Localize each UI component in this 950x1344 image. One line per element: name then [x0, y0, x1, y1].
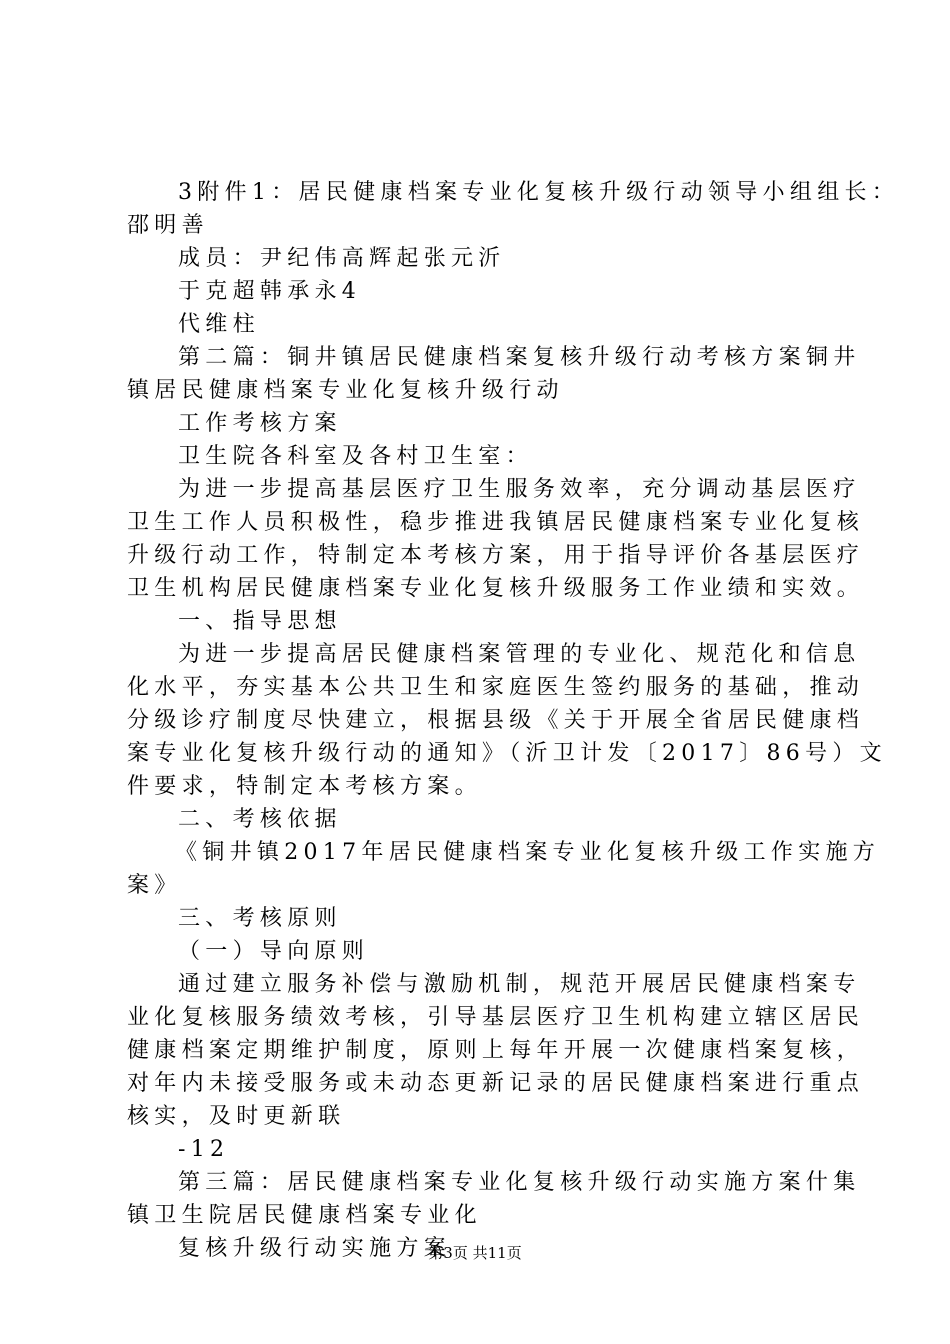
- body-line: 代维柱: [178, 312, 260, 337]
- body-line: 于克超韩承永4: [178, 279, 362, 304]
- body-line: 复核升级行动实施方案: [178, 1236, 452, 1261]
- body-line: 卫生工作人员积极性，稳步推进我镇居民健康档案专业化复核: [127, 510, 865, 535]
- body-line: 对年内未接受服务或未动态更新记录的居民健康档案进行重点: [127, 1071, 865, 1096]
- body-line: -12: [178, 1137, 230, 1162]
- body-line: 卫生机构居民健康档案专业化复核升级服务工作业绩和实效。: [127, 576, 865, 601]
- body-line: 通过建立服务补偿与激励机制，规范开展居民健康档案专: [178, 972, 861, 997]
- body-line: 镇卫生院居民健康档案专业化: [127, 1203, 482, 1228]
- body-line: 化水平，夯实基本公共卫生和家庭医生签约服务的基础，推动: [127, 675, 865, 700]
- body-line: 工作考核方案: [178, 411, 342, 436]
- body-line: 升级行动工作，特制定本考核方案，用于指导评价各基层医疗: [127, 543, 865, 568]
- section-heading: 二、考核依据: [178, 807, 342, 832]
- body-line: 邵明善: [127, 213, 209, 238]
- body-line: 健康档案定期维护制度，原则上每年开展一次健康档案复核，: [127, 1038, 865, 1063]
- body-line: 卫生院各科室及各村卫生室：: [178, 444, 533, 469]
- body-line: 第二篇：铜井镇居民健康档案复核升级行动考核方案铜井: [178, 345, 861, 370]
- body-line: 为进一步提高居民健康档案管理的专业化、规范化和信息: [178, 642, 861, 667]
- body-line: 业化复核服务绩效考核，引导基层医疗卫生机构建立辖区居民: [127, 1005, 865, 1030]
- page-number-footer: 第3页 共11页: [428, 1244, 522, 1262]
- body-line: 案》: [127, 873, 182, 898]
- body-line: 核实，及时更新联: [127, 1104, 346, 1129]
- body-line: 镇居民健康档案专业化复核升级行动: [127, 378, 564, 403]
- body-line: 案专业化复核升级行动的通知》（沂卫计发〔2017〕86号）文: [127, 741, 887, 766]
- body-line: 为进一步提高基层医疗卫生服务效率，充分调动基层医疗: [178, 477, 861, 502]
- body-line: 《铜井镇2017年居民健康档案专业化复核升级工作实施方: [175, 840, 881, 865]
- subsection-heading: （一）导向原则: [178, 939, 370, 964]
- body-line: 成员：尹纪伟高辉起张元沂: [178, 246, 506, 271]
- body-line: 3附件1：居民健康档案专业化复核升级行动领导小组组长：: [178, 180, 900, 205]
- document-body: [127, 176, 900, 1265]
- section-heading: 三、考核原则: [178, 906, 342, 931]
- section-heading: 一、指导思想: [178, 609, 342, 634]
- body-line: 第三篇：居民健康档案专业化复核升级行动实施方案什集: [178, 1170, 861, 1195]
- body-line: 件要求，特制定本考核方案。: [127, 774, 482, 799]
- body-line: 分级诊疗制度尽快建立，根据县级《关于开展全省居民健康档: [127, 708, 865, 733]
